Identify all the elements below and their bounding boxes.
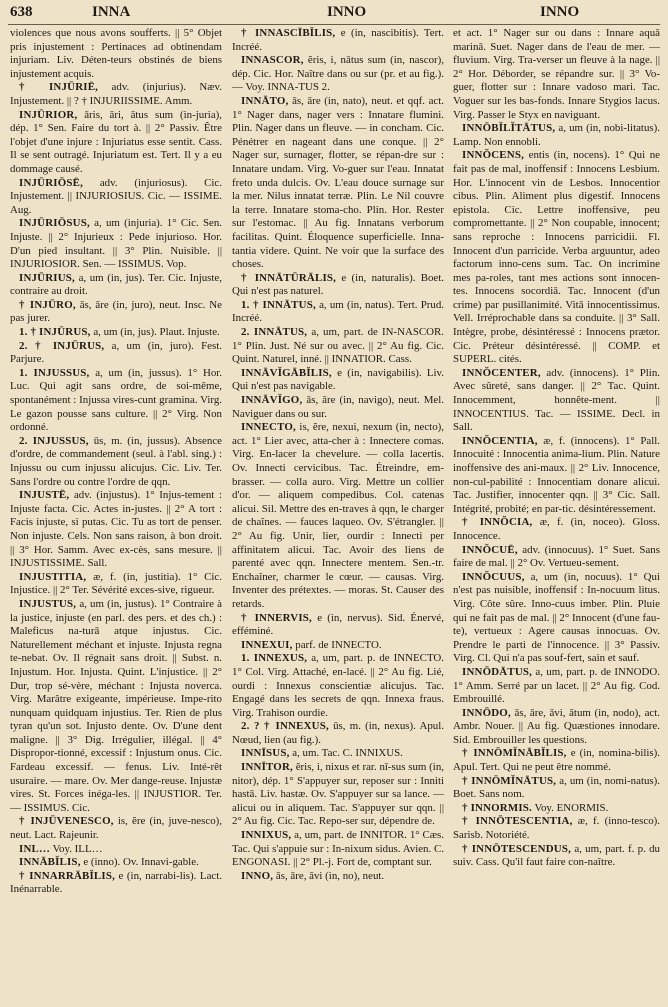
dictionary-entry <box>232 394 444 421</box>
entry-headword: INNO, <box>241 869 274 882</box>
entry-headword: INJUSTITIA, <box>19 570 87 583</box>
dictionary-entry <box>10 217 222 271</box>
entry-headword: † INNŎCIA, <box>462 516 533 529</box>
entry-headword: INNŎCENS, <box>462 149 525 162</box>
entry-definition: ās, āre (in, juro), neut. Insc. Ne pas jurer. <box>10 298 222 325</box>
entry-headword: INJUSTĒ, <box>19 489 70 502</box>
entry-definition: a, um (in, jus). Ter. Cic. Injuste, contraire au droit. <box>10 271 222 298</box>
entry-headword: INNŎCUĒ, <box>462 543 518 556</box>
entry-definition: a, um (in, nobi-litatus). Lamp. Non ennobli. <box>453 122 660 148</box>
entry-definition: a, um (injuria). 1° Cic. Sen. Injuste. || 2° Injurieux : Pede injurioso. Hor. D'un pied insultant. || 3° Plin. Nuisible. || INJURIOSIOR. Sen. — ISSIMUS. Vop. <box>10 217 222 271</box>
dictionary-entry <box>232 761 444 829</box>
dictionary-entry <box>453 27 660 122</box>
entry-headword: INJUSTUS, <box>19 597 77 610</box>
dictionary-entry <box>453 122 660 149</box>
dictionary-entry <box>10 489 222 571</box>
dictionary-entry <box>10 856 222 870</box>
dictionary-entry <box>10 27 222 81</box>
entry-headword: † INNŌMĬNĀBĬLIS, <box>462 747 567 760</box>
dictionary-entry <box>10 272 222 299</box>
entry-headword: 1. INJUSSUS, <box>19 366 90 379</box>
entry-definition: et act. 1° Nager sur ou dans : Innare aquā marinā. Suet. Nager dans de l'eau de mer. — fluvium. Virg. Tra-verser un fleuve à la nage. || 2° Hor. Déborder, se répandre sur. || 3° Vo-guer, flotter sur : Innare vadoso mari. Tac. Voguer sur les bas-fonds. Innare Stygios lacus. Virg. Passer le Styx en naviguant. <box>453 27 660 121</box>
entry-headword: † INNARRĀBĬLIS, <box>19 869 116 882</box>
entry-headword: INNIXUS, <box>241 829 292 842</box>
dictionary-entry <box>232 747 444 761</box>
entry-definition: Voy. ENORMIS. <box>531 801 609 814</box>
entry-definition: is, ĕre (in, juve-nesco), neut. Lact. Rajeunir. <box>10 815 222 842</box>
dictionary-entry <box>453 516 660 543</box>
column-right <box>453 27 660 1007</box>
entry-definition: parf. de INNECTO. <box>292 638 382 651</box>
dictionary-entry <box>232 326 444 367</box>
entry-definition: æ, f. (in, noceo). Gloss. Innocence. <box>453 516 660 542</box>
entry-definition: æ, f. (in, justitia). 1° Cic. Injustice. || 2° Ter. Sévérité exces-sive, rigueur. <box>10 570 222 597</box>
dictionary-entry <box>453 544 660 571</box>
entry-headword: INNĀVĬGĀBĬLIS, <box>241 366 332 379</box>
entry-definition: a, um (in, jus). Plaut. Injuste. <box>90 326 220 339</box>
column-middle <box>232 27 444 1007</box>
entry-headword: INNŎCENTIA, <box>462 434 538 447</box>
dictionary-entry <box>10 367 222 435</box>
dictionary-entry <box>232 95 444 272</box>
entry-definition: e (in, nascibitis). Tert. Incréé. <box>232 27 444 53</box>
header-rule <box>8 24 660 25</box>
entry-definition: a, um (in, justus). 1° Contraire à la justice, injuste (en parl. des pers. et des ch.) : Maleficus na-turā atque injustus. Cic. Naturellement méchant et injuste. Injusta regna te-nebat. Ov. Il régnait sans droit. || Subst. n. Injustum. Hor. Injusta. Quint. L'injustice. || 2° Dur, trop sé-vère, méchant : Injusta noverca. Virg. Marâtre exigeante, impérieuse. Impe-rito nunquam quidquam injustius. Ter. Rien de plus tyran qu'un sot. Injusto dente. Ov. D'une dent maligne. || 3° Dig. Irrégulier, illégal. || 4° Dispropor-tionné, excessif : Injustum onus. Cic. Fardeau excessif. — fenus. Liv. Inté-rêt usuraire. — mare. Ov. Mer dange-reuse. Injustæ vires. St. Forces inéga-les. || INJUSTIOR. Ter. — ISSIMUS. Cic. <box>10 597 222 814</box>
dictionary-entry <box>10 109 222 177</box>
entry-headword: INNEXUI, <box>241 638 293 651</box>
entry-definition: ūs, m. (in, nexus). Apul. Nœud, lien (au fig.). <box>232 720 444 746</box>
dictionary-entry <box>232 367 444 394</box>
entry-definition: ĕris, i, nātus sum (in, nascor), dép. Cic. Hor. Naître dans ou sur (pr. et au fig.). — Voy. INNA-TUS 2. <box>232 54 444 94</box>
entry-headword: INNĀTO, <box>241 94 289 107</box>
dictionary-entry <box>232 299 444 326</box>
dictionary-entry <box>232 720 444 747</box>
entry-headword: 1. † INNĀTUS, <box>241 298 316 311</box>
entry-headword: † INNŌTESCENDUS, <box>462 842 572 855</box>
dictionary-entry <box>232 870 444 884</box>
entry-definition: a, um (in, jussus). 1° Hor. Luc. Qui agit sans ordre, de soi-même, spontanément : Injussa vires-cunt gramina. Virg. Le gazon pousse sans culture. || 2° Virg. Non ordonné. <box>10 366 222 434</box>
dictionary-entry <box>232 829 444 870</box>
entry-headword: † INNŌMĬNĀTUS, <box>462 774 557 787</box>
entry-definition: ās, āre (in, nato), neut. et qqf. act. 1° Nager dans, nager vers : Innatare flumini. Plin. Nager dans un fleuve. — in concham. Cic. Pénétrer en nageant dans une conque. || 2° Nager sur, surnager, flotter, se répan-dre sur : Innatare undam. Virg. Vo-guer sur l'eau. Innatat freto unda dulcis. Ov. L'eau douce surnage sur la mer. Nilus innatat terræ. Plin. Le Nil couvre la terre. Innatare stoma-cho. Plin. Hor. Rester sur l'estomac. || Au fig. Innatans verborum facilitas. Quint. Éloquence superficielle. Inna-tantia videre. Quint. Ne voir que la surface des choses. <box>232 94 444 271</box>
running-head-right: INNO <box>540 4 580 20</box>
entry-definition: ās, āre, āvi, ātum (in, nodo), act. Ambr. Nouer. || Au fig. Quæstiones innodare. Sid. Embrouiller les questions. <box>453 706 660 746</box>
entry-headword: INJŪRIOR, <box>19 108 78 121</box>
dictionary-entry <box>10 177 222 218</box>
dictionary-entry <box>10 815 222 842</box>
entry-headword: † INJŪRIĒ, <box>19 81 99 94</box>
entry-definition: e (in, nervus). Sid. Énervé, efféminé. <box>232 611 444 638</box>
dictionary-entry <box>453 666 660 707</box>
entry-definition: a, um, part. p. de INNODO. 1° Amm. Serré par un lacet. || 2° Au fig. Cod. Embrouillé. <box>453 665 660 706</box>
entry-definition: ās, āre (in, navigo), neut. Mel. Naviguer dans ou sur. <box>232 394 444 420</box>
entry-headword: INNŎCENTER, <box>462 366 541 379</box>
entry-headword: INNĪSUS, <box>241 747 290 760</box>
entry-definition: adv. (injuriosus). Cic. Injustement. || INJURIOSIUS. Cic. — ISSIME. Aug. <box>10 176 222 216</box>
entry-headword: 2. † INJŪRUS, <box>19 339 105 352</box>
entry-definition: violences que nous avons soufferts. || 5° Objet pris injustement : Pertinaces ad obtinendam injuriam. Liv. Déten-teurs obstinés de biens injustement acquis. <box>10 27 222 80</box>
entry-headword: 1. INNEXUS, <box>241 652 308 665</box>
dictionary-entry <box>453 815 660 842</box>
entry-headword: INNŌDĀTUS, <box>462 665 533 678</box>
dictionary-entry <box>453 775 660 802</box>
running-head-middle: INNO <box>327 4 367 20</box>
entry-definition: e (in, naturalis). Boet. Qui n'est pas naturel. <box>232 271 444 298</box>
entry-headword: INL… <box>19 842 51 855</box>
dictionary-entry <box>232 54 444 95</box>
entry-definition: ūs, m. (in, jussus). Absence d'ordre, de commandement (seul. à l'abl. sing.) : Injussu ou cum injussu alicujus. Cic. Liv. Ter. Sans l'ordre ou contre l'ordre de qqn. <box>10 434 222 488</box>
entry-headword: INJŪRIŌSUS, <box>19 217 90 230</box>
entry-headword: † INJŪVENESCO, <box>19 815 114 828</box>
entry-definition: ās, āre, āvi (in, no), neut. <box>273 869 385 882</box>
entry-definition: a, um. Tac. C. INNIXUS. <box>289 747 403 760</box>
dictionary-entry <box>10 598 222 816</box>
entry-definition: is, ĕre, nexui, nexum (in, necto), act. 1° Lier avec, atta-cher à : Innectere comas. Virg. En-lacer la chevelure. — colla lacertis. Ov. Innecti cervicibus. Tac. Étreindre, em-brasser. — colla auro. Virg. Mettre un collier d'or. — aliquem compedibus. Col. catenas alicui. Sil. Mettre des en-traves à qqn, le charger de chaînes. — fauces laqueo. Ov. S'étrangler. || 2° Au fig. Unir, lier, ourdir : Innecti per affinitatem alicui. Tac. Avoir des liens de parenté avec qqn. Innectere mentem. Sen.-tr. Enchaîner, charmer le cœur. — causas. Virg. Inventer des prétextes. — moras. St. Causer des retards. <box>232 421 444 610</box>
column-left <box>10 27 222 1007</box>
entry-headword: 1. † INJŪRUS, <box>19 326 91 339</box>
dictionary-entry <box>10 571 222 598</box>
entry-definition: a, um, part. de IN-NASCOR. 1° Plin. Just. Né sur ou avec. || 2° Au fig. Cic. Quint. Naturel, inné. || INNATIOR. Cass. <box>232 326 444 366</box>
entry-definition: entis (in, nocens). 1° Qui ne fait pas de mal, inoffensif : Innocens Lesbium. Hor. L'innocent vin de Lesbos. Innocentior cibus. Plin. Aliment plus digestif. Innocens epistola. Cic. Lettre inoffensive, peu compromettante. || 2° Non coupable, innocent; sans reproche : Innocens parricidii. Fl. Innocent d'un parricide. Verba arguuntur, adeo factorum inno-cens sum. Tac. On incrimine mes pa-roles, tant mes actions sont innocen-tes. Innocens socordiā. Tac. Innocent (d'un crime) par pusillanimité. Vitā innocentissimus. Vell. Irréprochable dans sa conduite. || 3° Sall. Intègre, probe, désintéressé : Innocens prætor. Cic. Préteur désintéressé. || COMP. et SUPERL. cités. <box>453 149 660 366</box>
page-header <box>0 0 668 24</box>
dictionary-entry <box>232 421 444 611</box>
dictionary-entry <box>10 340 222 367</box>
dictionary-entry <box>232 272 444 299</box>
entry-headword: † INNASCĪBĬLIS, <box>241 27 336 39</box>
dictionary-entry <box>453 843 660 870</box>
entry-definition: adv. (injurius). Næv. Injustement. || ? † INJURIISSIME. Amm. <box>10 81 222 107</box>
entry-headword: INNŌBĬLĬTĀTUS, <box>462 122 556 135</box>
dictionary-entry <box>453 435 660 517</box>
entry-definition: Voy. ILL… <box>50 842 103 855</box>
entry-definition: adv. (injustus). 1° Injus-tement : Injuste facta. Cic. Actes in-justes. || 2° A tort : Facis injuste, si putas. Cic. Tu as tort de penser. Non injuste. Cels. Non sans raison, à bon droit. || 3° Hor. Samm. Avec ex-cès, sans mesure. || INJUSTISSIME. Sall. <box>10 489 222 570</box>
entry-definition: adv. (innocuus). 1° Suet. Sans faire de mal. || 2° Ov. Vertueu-sement. <box>453 543 660 570</box>
entry-definition: ĕris, i, nixus et rar. nī-sus sum (in, nitor), dép. 1° S'appuyer sur, reposer sur : Inniti hastā. Liv. hastæ. Ov. S'appuyer sur sa lance. — alicui ou in aliquem. Tac. S'appuyer sur qqn. || 2° Au fig. Cic. Tac. Repo-ser sur, dépendre de. <box>232 761 444 828</box>
entry-definition: e (inno). Ov. Innavi-gable. <box>80 856 199 869</box>
entry-headword: † INNŌTESCENTIA, <box>462 815 573 828</box>
page-number: 638 <box>10 4 33 20</box>
dictionary-entry <box>453 747 660 774</box>
entry-headword: 2. INNĀTUS, <box>241 326 308 339</box>
entry-definition: a, um (in, juro). Fest. Parjure. <box>10 339 222 366</box>
entry-headword: INNASCOR, <box>241 54 304 67</box>
dictionary-entry <box>10 299 222 326</box>
entry-definition: a, um (in, natus). Tert. Prud. Incréé. <box>232 298 444 325</box>
entry-definition: a, um, part. p. de INNECTO. 1° Col. Virg. Attaché, en-lacé. || 2° Au fig. Lié, ourdi : Innexus conscientiæ alicujus. Tac. Engagé dans les secrets de qqn. Innexa fraus. Virg. Trahison ourdie. <box>232 652 444 719</box>
dictionary-entry <box>10 81 222 108</box>
entry-headword: † INNĀTŪRĀLIS, <box>241 271 337 284</box>
entry-definition: e (in, nomina-bilis). Apul. Tert. Qui ne peut être nommé. <box>453 747 660 774</box>
dictionary-entry <box>453 367 660 435</box>
dictionary-entry <box>453 707 660 748</box>
entry-headword: INNŌDO, <box>462 706 511 719</box>
entry-headword: † INJŪRO, <box>19 298 76 311</box>
dictionary-entry <box>453 571 660 666</box>
entry-headword: INNŎCUUS, <box>462 570 525 583</box>
entry-headword: INNECTO, <box>241 421 296 434</box>
entry-headword: INNĀBĬLIS, <box>19 856 81 869</box>
entry-headword: † INNORMIS. <box>462 801 532 814</box>
entry-definition: æ, f. (innocens). 1° Pall. Innocuité : Innocentia anima-lium. Plin. Nature inoffensive des ani-maux. || 2° Liv. Innocence, non-cul-pabilité : Innocentiam donare alicui. Tac. Justifier, innocenter qqn. || 3° Cic. Sall. Intégrité, probité; en par-tic. désintéressement. <box>453 434 660 515</box>
dictionary-entry <box>453 802 660 816</box>
dictionary-entry <box>232 652 444 720</box>
dictionary-entry <box>453 149 660 367</box>
running-head-left: INNA <box>92 4 131 20</box>
dictionary-entry <box>10 870 222 897</box>
entry-definition: e (in, navigabilis). Liv. Qui n'est pas navigable. <box>232 366 444 393</box>
entry-definition: a, um, part. f. p. du suiv. Cass. Qu'il faut faire con-naître. <box>453 842 660 869</box>
entry-headword: INNĀVĬGO, <box>241 394 303 407</box>
dictionary-entry <box>232 639 444 653</box>
entry-headword: INJŪRIŌSĒ, <box>19 176 84 189</box>
entry-definition: āris, āri, ātus sum (in-juria), dép. 1° Sen. Faire du tort à. || 2° Passiv. Être l'objet d'une injure : Injuriatus esse sentit. Cass. Il se sent outragé. Injuriatum est. Tert. Il y a eu dommage causé. <box>10 108 222 175</box>
entry-headword: INNĪTOR, <box>241 761 293 774</box>
entry-definition: a, um (in, nocuus). 1° Qui n'est pas nuisible, inoffensif : In-nocuum litus. Virg. Côte sûre. Inno-cuus imber. Plin. Pluie qui ne fait pas de mal. || 2° Innocent (d'une fau-te), vertueux : Agere causas innocuas. Ov. Prendre le parti de l'innocence. || 3° Passiv. Virg. Cl. Qui n'a pas souf-fert, sain et sauf. <box>453 570 660 665</box>
entry-headword: † INNERVIS, <box>241 611 312 624</box>
dictionary-entry <box>10 435 222 489</box>
entry-definition: a, um, part. de INNITOR. 1° Cæs. Tac. Qui s'appuie sur : In-nixum sidus. Avien. C. ENGONASI. || 2° Pl.-j. Fort de, comptant sur. <box>232 829 444 869</box>
entry-headword: INJŪRIUS, <box>19 271 75 284</box>
dictionary-entry <box>232 27 444 54</box>
entry-definition: e (in, narrabi-lis). Lact. Inénarrable. <box>10 869 222 896</box>
dictionary-entry <box>10 843 222 857</box>
dictionary-entry <box>10 326 222 340</box>
dictionary-entry <box>232 612 444 639</box>
entry-definition: adv. (innocens). 1° Plin. Avec sûreté, sans danger. || 2° Tac. Quint. Innocemment, honnête-ment. || INNOCENTIUS. Tac. — ISSIME. Decl. in Sall. <box>453 366 660 434</box>
entry-headword: 2. ? † INNEXUS, <box>241 720 329 733</box>
entry-headword: 2. INJUSSUS, <box>19 434 89 447</box>
entry-definition: æ, f. (inno-tesco). Sarisb. Notoriété. <box>453 815 660 842</box>
entry-definition: a, um (in, nomi-natus). Boet. Sans nom. <box>453 774 660 801</box>
